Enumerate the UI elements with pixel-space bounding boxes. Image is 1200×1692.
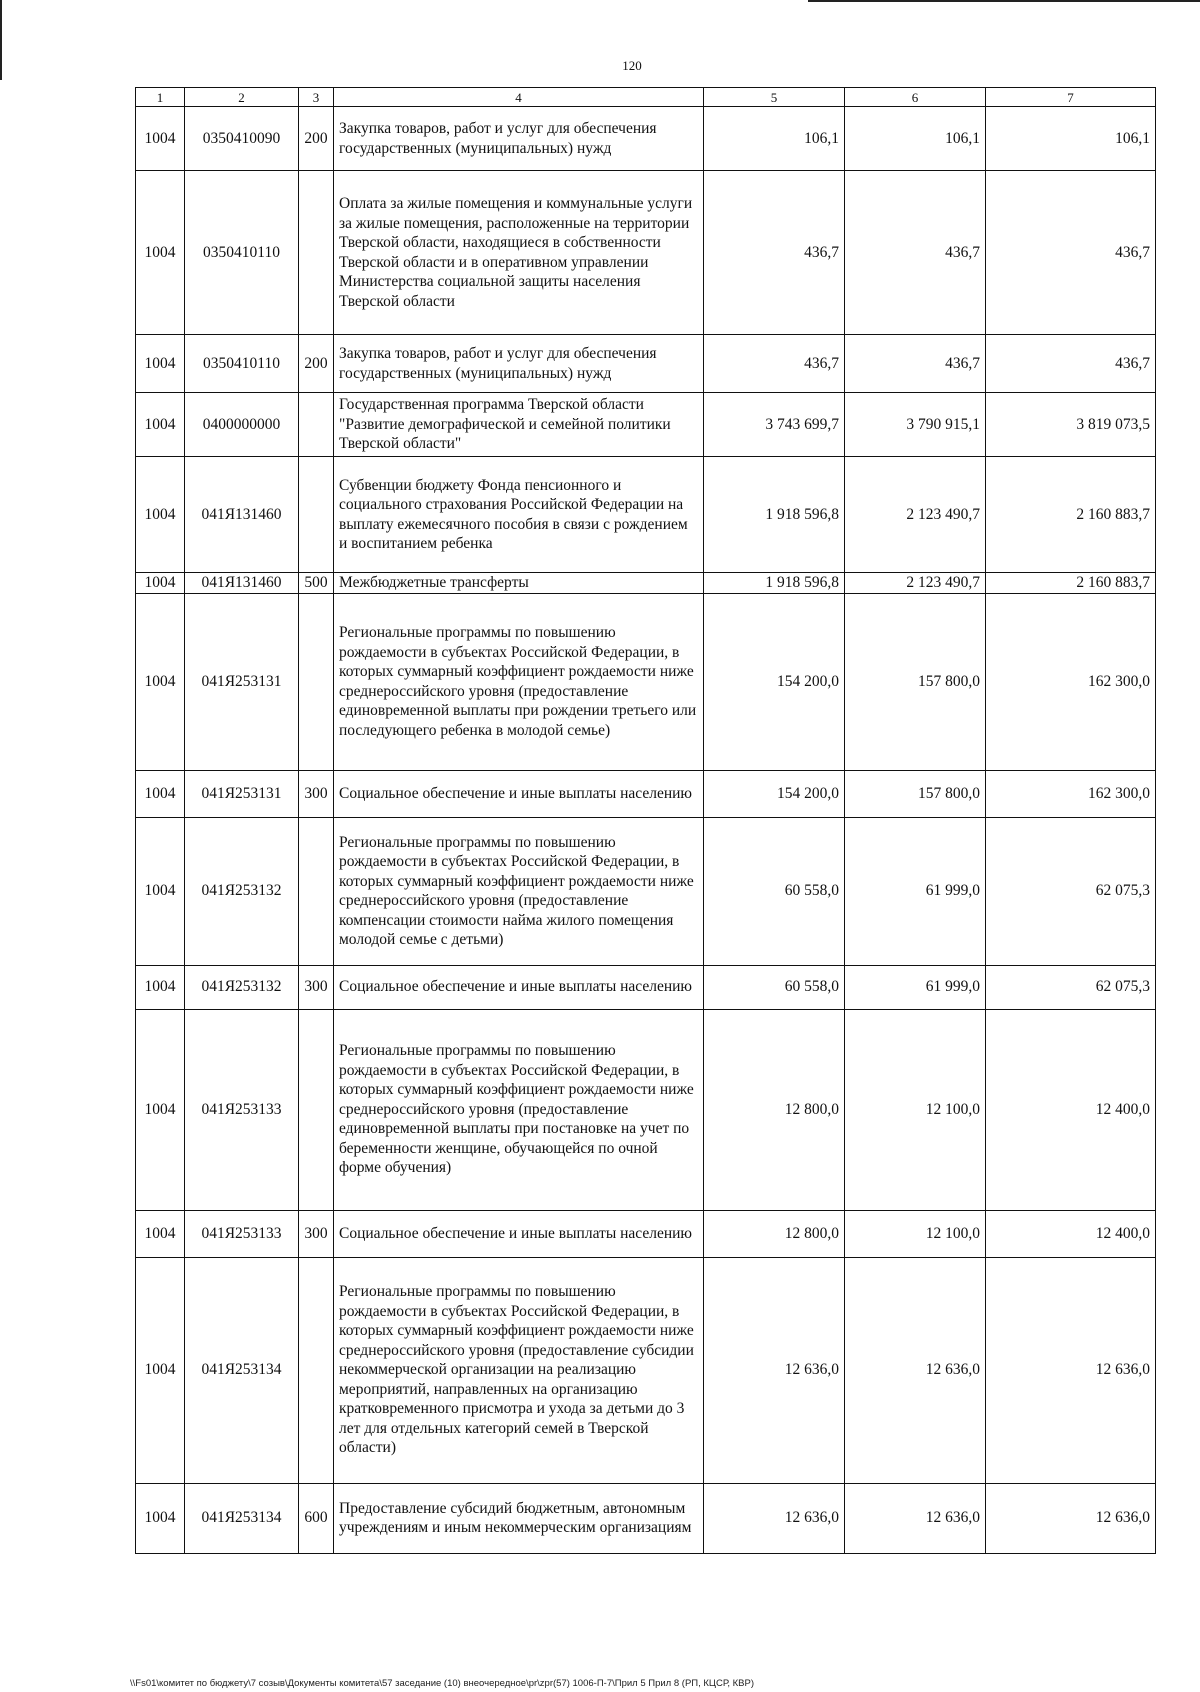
amount-year1-cell: 3 743 699,7 — [704, 393, 845, 457]
item-name-cell: Оплата за жилые помещения и коммунальные услуги за жилые помещения, расположенные на территории Тверской области, находящиеся в собственности Тверской области и в оперативном управлении Министерства социальной защиты населения Тверской области — [334, 171, 704, 335]
expense-type-cell: 200 — [299, 107, 334, 171]
target-code-cell: 041Я253134 — [185, 1483, 299, 1553]
expense-type-cell — [299, 1009, 334, 1210]
budget-table — [135, 87, 1156, 1554]
item-name-cell: Социальное обеспечение и иные выплаты населению — [334, 965, 704, 1009]
amount-year1-cell: 12 800,0 — [704, 1009, 845, 1210]
section-cell: 1004 — [136, 171, 185, 335]
file-path-footer: \\Fs01\комитет по бюджету\7 созыв\Документы комитета\57 заседание (10) внеочередное\pr\zpr(57) 1006-П-7\Прил 5 Прил 8 (РП, КЦСР, КВР) — [130, 1678, 755, 1689]
expense-type-cell — [299, 393, 334, 457]
item-name-cell: Региональные программы по повышению рождаемости в субъектах Российской Федерации, в которых суммарный коэффициент рождаемости ниже среднероссийского уровня (предоставление субсидии некоммерческой организации на реализацию мероприятий, направленных на организацию кратковременного присмотра и ухода за детьми до 3 лет для отдельных категорий семей в Тверской области) — [334, 1257, 704, 1483]
amount-year3-cell: 2 160 883,7 — [986, 457, 1156, 573]
page-number: 120 — [622, 58, 642, 73]
amount-year2-cell: 106,1 — [845, 107, 986, 171]
table-row — [136, 965, 1156, 1009]
amount-year3-cell: 12 400,0 — [986, 1210, 1156, 1257]
item-name-cell: Субвенции бюджету Фонда пенсионного и социального страхования Российской Федерации на выплату ежемесячного пособия в связи с рождением и воспитанием ребенка — [334, 457, 704, 573]
column-header: 2 — [185, 88, 299, 107]
column-header: 3 — [299, 88, 334, 107]
item-name-cell: Закупка товаров, работ и услуг для обеспечения государственных (муниципальных) нужд — [334, 335, 704, 393]
amount-year3-cell: 62 075,3 — [986, 817, 1156, 965]
item-name-cell: Социальное обеспечение и иные выплаты населению — [334, 770, 704, 817]
section-cell: 1004 — [136, 457, 185, 573]
amount-year2-cell: 2 123 490,7 — [845, 573, 986, 594]
amount-year1-cell: 1 918 596,8 — [704, 573, 845, 594]
amount-year3-cell: 2 160 883,7 — [986, 573, 1156, 594]
item-name-cell: Региональные программы по повышению рождаемости в субъектах Российской Федерации, в которых суммарный коэффициент рождаемости ниже среднероссийского уровня (предоставление единовременной выплаты при постановке на учет по беременности женщине, обучающейся по очной форме обучения) — [334, 1009, 704, 1210]
expense-type-cell — [299, 171, 334, 335]
item-name-cell: Предоставление субсидий бюджетным, автономным учреждениям и иным некоммерческим организациям — [334, 1483, 704, 1553]
amount-year1-cell: 12 636,0 — [704, 1257, 845, 1483]
column-header: 5 — [704, 88, 845, 107]
amount-year1-cell: 60 558,0 — [704, 817, 845, 965]
table-row — [136, 817, 1156, 965]
table-row — [136, 593, 1156, 770]
amount-year2-cell: 61 999,0 — [845, 965, 986, 1009]
column-header: 1 — [136, 88, 185, 107]
amount-year1-cell: 154 200,0 — [704, 593, 845, 770]
amount-year2-cell: 12 100,0 — [845, 1210, 986, 1257]
target-code-cell: 041Я131460 — [185, 457, 299, 573]
section-cell: 1004 — [136, 593, 185, 770]
target-code-cell: 0350410110 — [185, 171, 299, 335]
amount-year3-cell: 162 300,0 — [986, 593, 1156, 770]
section-cell: 1004 — [136, 107, 185, 171]
item-name-cell: Закупка товаров, работ и услуг для обеспечения государственных (муниципальных) нужд — [334, 107, 704, 171]
table-row — [136, 457, 1156, 573]
section-cell: 1004 — [136, 335, 185, 393]
amount-year3-cell: 3 819 073,5 — [986, 393, 1156, 457]
table-row — [136, 1009, 1156, 1210]
section-cell: 1004 — [136, 965, 185, 1009]
target-code-cell: 0350410110 — [185, 335, 299, 393]
expense-type-cell: 300 — [299, 965, 334, 1009]
amount-year2-cell: 3 790 915,1 — [845, 393, 986, 457]
item-name-cell: Региональные программы по повышению рождаемости в субъектах Российской Федерации, в которых суммарный коэффициент рождаемости ниже среднероссийского уровня (предоставление компенсации стоимости найма жилого помещения молодой семье с детьми) — [334, 817, 704, 965]
section-cell: 1004 — [136, 1483, 185, 1553]
target-code-cell: 041Я253132 — [185, 817, 299, 965]
table-row — [136, 1483, 1156, 1553]
amount-year3-cell: 106,1 — [986, 107, 1156, 171]
section-cell: 1004 — [136, 1009, 185, 1210]
expense-type-cell: 600 — [299, 1483, 334, 1553]
table-row — [136, 1257, 1156, 1483]
amount-year3-cell: 12 636,0 — [986, 1483, 1156, 1553]
item-name-cell: Государственная программа Тверской области "Развитие демографической и семейной политики Тверской области" — [334, 393, 704, 457]
section-cell: 1004 — [136, 817, 185, 965]
amount-year1-cell: 436,7 — [704, 171, 845, 335]
amount-year2-cell: 61 999,0 — [845, 817, 986, 965]
amount-year1-cell: 154 200,0 — [704, 770, 845, 817]
target-code-cell: 041Я131460 — [185, 573, 299, 594]
section-cell: 1004 — [136, 770, 185, 817]
amount-year1-cell: 12 636,0 — [704, 1483, 845, 1553]
table-row — [136, 1210, 1156, 1257]
amount-year1-cell: 436,7 — [704, 335, 845, 393]
expense-type-cell — [299, 593, 334, 770]
expense-type-cell — [299, 1257, 334, 1483]
amount-year2-cell: 2 123 490,7 — [845, 457, 986, 573]
expense-type-cell: 300 — [299, 770, 334, 817]
target-code-cell: 041Я253133 — [185, 1210, 299, 1257]
target-code-cell: 041Я253132 — [185, 965, 299, 1009]
amount-year1-cell: 60 558,0 — [704, 965, 845, 1009]
amount-year2-cell: 12 636,0 — [845, 1257, 986, 1483]
table-row — [136, 107, 1156, 171]
expense-type-cell: 500 — [299, 573, 334, 594]
amount-year2-cell: 436,7 — [845, 335, 986, 393]
amount-year2-cell: 157 800,0 — [845, 770, 986, 817]
item-name-cell: Социальное обеспечение и иные выплаты населению — [334, 1210, 704, 1257]
amount-year1-cell: 12 800,0 — [704, 1210, 845, 1257]
section-cell: 1004 — [136, 573, 185, 594]
target-code-cell: 0350410090 — [185, 107, 299, 171]
amount-year3-cell: 62 075,3 — [986, 965, 1156, 1009]
table-row — [136, 770, 1156, 817]
expense-type-cell: 200 — [299, 335, 334, 393]
amount-year3-cell: 12 400,0 — [986, 1009, 1156, 1210]
amount-year2-cell: 157 800,0 — [845, 593, 986, 770]
expense-type-cell — [299, 817, 334, 965]
amount-year1-cell: 1 918 596,8 — [704, 457, 845, 573]
amount-year2-cell: 12 636,0 — [845, 1483, 986, 1553]
column-number-row — [136, 88, 1156, 107]
column-header: 7 — [986, 88, 1156, 107]
amount-year3-cell: 12 636,0 — [986, 1257, 1156, 1483]
amount-year1-cell: 106,1 — [704, 107, 845, 171]
section-cell: 1004 — [136, 393, 185, 457]
amount-year2-cell: 436,7 — [845, 171, 986, 335]
target-code-cell: 041Я253131 — [185, 770, 299, 817]
table-row — [136, 171, 1156, 335]
table-row — [136, 335, 1156, 393]
section-cell: 1004 — [136, 1210, 185, 1257]
table-row — [136, 573, 1156, 594]
amount-year2-cell: 12 100,0 — [845, 1009, 986, 1210]
table-row — [136, 393, 1156, 457]
expense-type-cell: 300 — [299, 1210, 334, 1257]
column-header: 4 — [334, 88, 704, 107]
item-name-cell: Региональные программы по повышению рождаемости в субъектах Российской Федерации, в которых суммарный коэффициент рождаемости ниже среднероссийского уровня (предоставление единовременной выплаты при рождении третьего или последующего ребенка в молодой семье) — [334, 593, 704, 770]
target-code-cell: 0400000000 — [185, 393, 299, 457]
item-name-cell: Межбюджетные трансферты — [334, 573, 704, 594]
expense-type-cell — [299, 457, 334, 573]
section-cell: 1004 — [136, 1257, 185, 1483]
target-code-cell: 041Я253131 — [185, 593, 299, 770]
scan-border-top — [808, 0, 1200, 2]
amount-year3-cell: 436,7 — [986, 335, 1156, 393]
column-header: 6 — [845, 88, 986, 107]
amount-year3-cell: 436,7 — [986, 171, 1156, 335]
target-code-cell: 041Я253133 — [185, 1009, 299, 1210]
amount-year3-cell: 162 300,0 — [986, 770, 1156, 817]
target-code-cell: 041Я253134 — [185, 1257, 299, 1483]
